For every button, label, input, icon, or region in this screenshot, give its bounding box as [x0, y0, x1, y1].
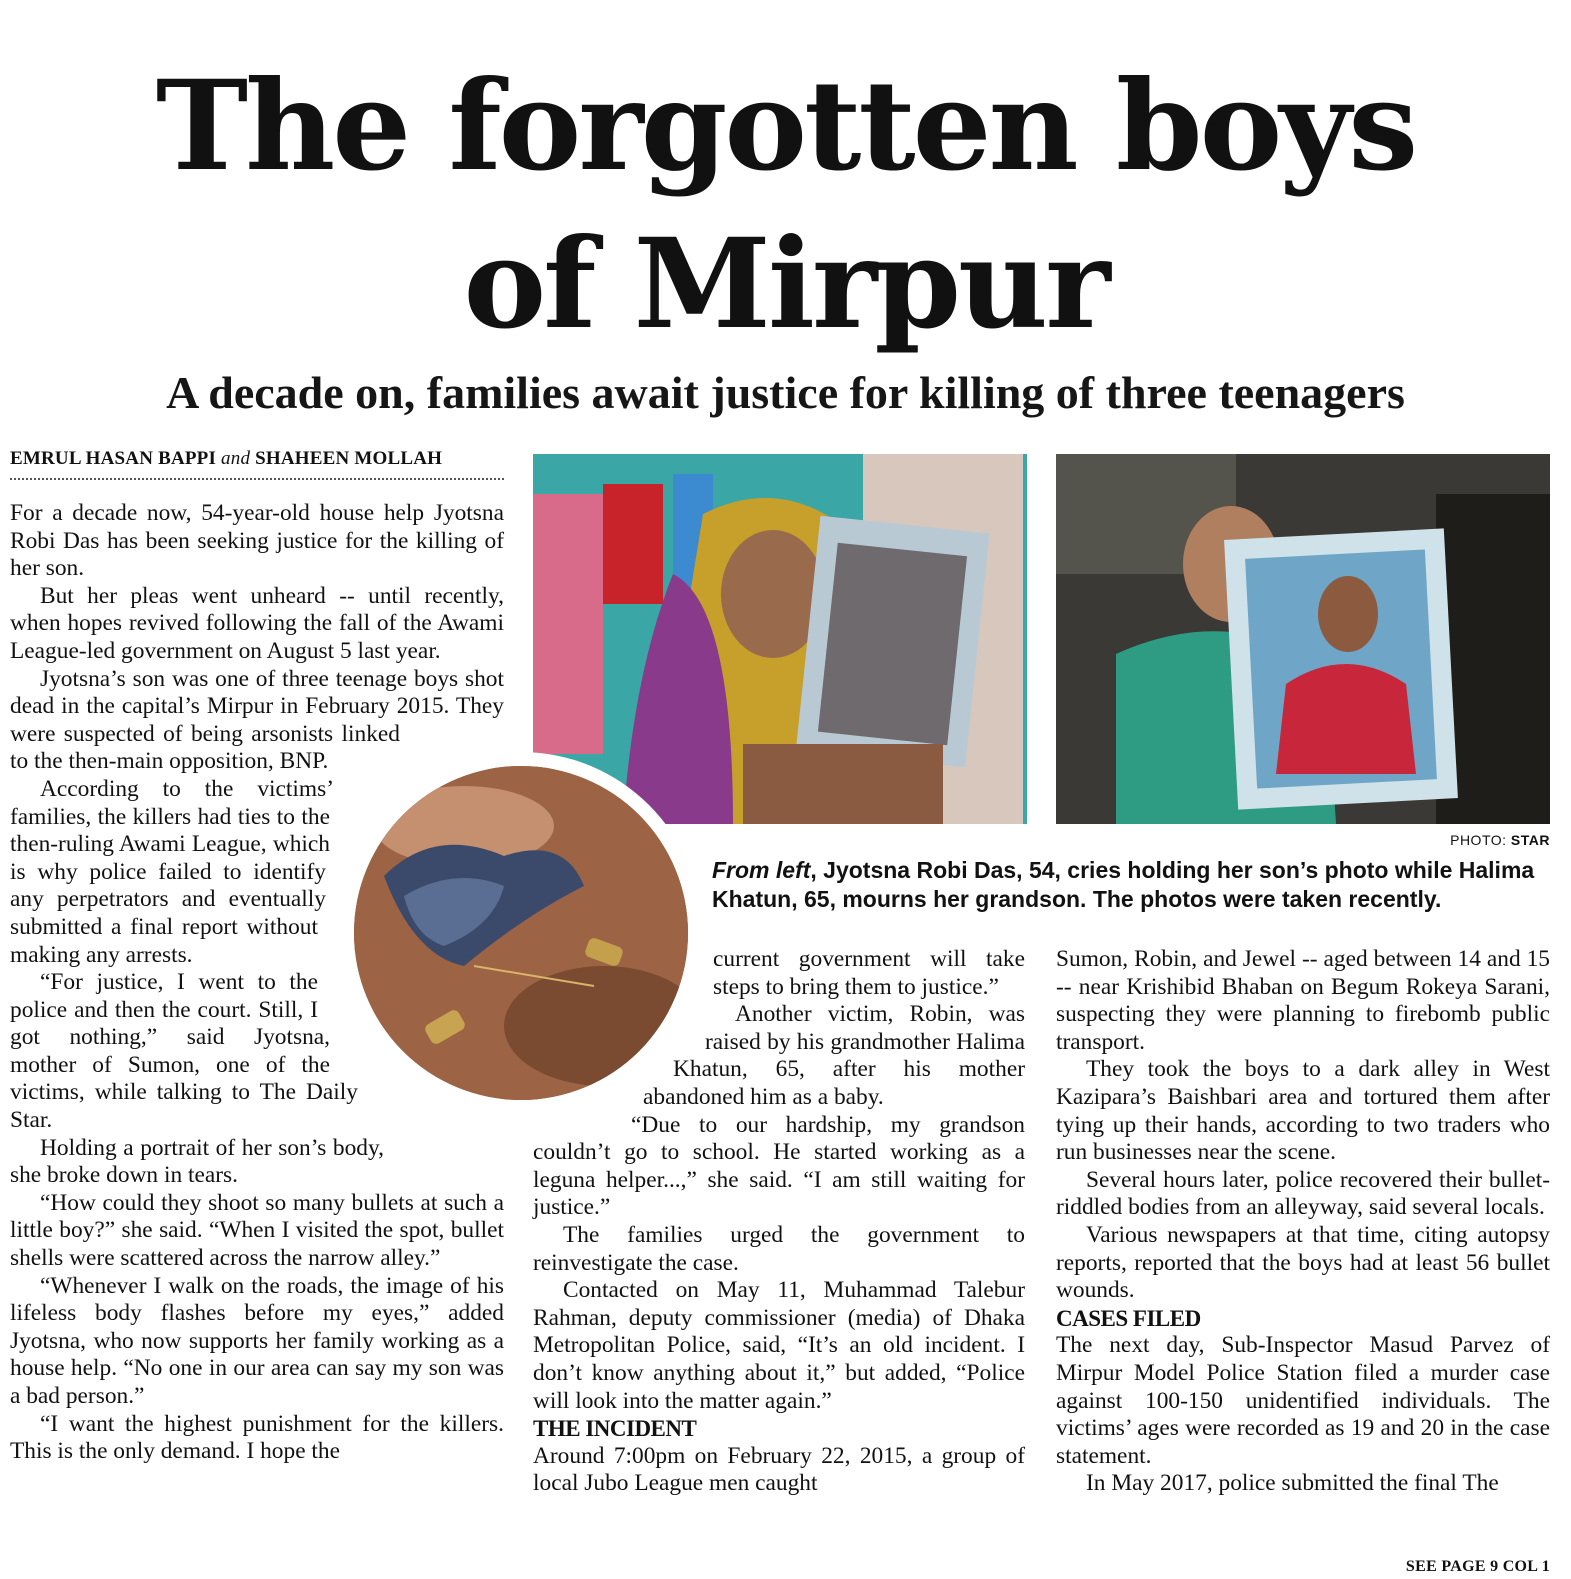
photo-caption-text: , Jyotsna Robi Das, 54, cries holding her son’s photo while Halima Khatun, 65, mourns her grandson. The photos were taken recently.	[712, 857, 1535, 912]
paragraph: For a decade now, 54-year-old house help Jyotsna Robi Das has been seeking justice for the killing of her son.	[10, 500, 504, 582]
byline-conjunction: and	[221, 448, 251, 469]
byline-author-1: EMRUL HASAN BAPPI	[10, 448, 217, 469]
paragraph: Various newspapers at that time, citing autopsy reports, reported that the boys had at least 56 bullet wounds.	[1056, 1221, 1550, 1304]
paragraph: “How could they shoot so many bullets at such a little boy?” she said. “When I visited the spot, bullet shells were scattered across the narrow alley.”	[10, 1189, 504, 1272]
paragraph: Holding a portrait of her son’s body, she broke down in tears.	[10, 1134, 384, 1189]
headline-line-1: The forgotten boys	[155, 54, 1416, 199]
photo-credit	[1300, 832, 1550, 848]
photo-credit-label: PHOTO:	[1450, 832, 1507, 848]
photo-caption-lead: From left	[712, 857, 811, 883]
photo-credit-source: STAR	[1510, 832, 1550, 848]
paragraph: “I want the highest punishment for the killers. This is the only demand. I hope the	[10, 1410, 504, 1465]
headline	[0, 48, 1571, 364]
paragraph: In May 2017, police submitted the final The	[1086, 1470, 1499, 1497]
paragraph: The families urged the government to reinvestigate the case.	[533, 1221, 1025, 1276]
photo-halima-illustration	[1056, 454, 1550, 824]
paragraph: But her pleas went unheard -- until recently, when hopes revived following the fall of the Awami League-led government on August 5 last year.	[10, 582, 504, 664]
photo-jyotsna-illustration	[533, 454, 1027, 824]
headline-line-2: of Mirpur	[463, 212, 1108, 357]
deck-subheadline: A decade on, families await justice for killing of three teenagers	[166, 367, 1405, 418]
byline-author-2: SHAHEEN MOLLAH	[255, 448, 443, 469]
paragraph: The next day, Sub-Inspector Masud Parvez of Mirpur Model Police Station filed a murder case against 100-150 unidentified individuals. The victims’ ages were recorded as 19 and 20 in the case statement.	[1056, 1332, 1550, 1469]
paragraph: Jyotsna’s son was one of three teenage boys shot dead in the capital’s Mirpur in February 2015. They were suspected of being arsonists linked to the then-main opposition, BNP.	[10, 665, 504, 775]
paragraph: “For justice, I went to the police and then the court. Still, I got nothing,” said Jyotsna, mother of Sumon, one of the victims, while talking to The Daily Star.	[10, 969, 358, 1134]
paragraph: Sumon, Robin, and Jewel -- aged between 14 and 15 -- near Krishibid Bhaban on Begum Rokeya Sarani, suspecting they were planning to firebomb public transport.	[1056, 946, 1550, 1055]
article-column-3	[1056, 946, 1550, 1498]
paragraph: They took the boys to a dark alley in West Kazipara’s Baishbari area and tortured them after tying up their hands, according to two traders who run businesses near the scene.	[1056, 1056, 1550, 1166]
paragraph: According to the victims’ families, the killers had ties to the then-ruling Awami League, which is why police failed to identify any perpetrators and eventually submitted a final report without making any arrests.	[10, 775, 334, 968]
paragraph: current government will take steps to bring them to justice.”	[713, 946, 1025, 1000]
paragraph: “Whenever I walk on the roads, the image of his lifeless body flashes before my eyes,” added Jyotsna, who now supports her family working as a house help. “No one in our area can say my son was a bad person.”	[10, 1272, 504, 1409]
continuation-jump: SEE PAGE 9 COL 1	[1405, 1558, 1550, 1575]
inset-photo-image	[354, 766, 688, 1100]
paragraph: Contacted on May 11, Muhammad Talebur Rahman, deputy commissioner (media) of Dhaka Metropolitan Police, said, “It’s an old incident. I don’t know anything about it,” but added, “Police will look into the matter again.”	[533, 1277, 1025, 1414]
byline	[10, 448, 504, 480]
paragraph: Several hours later, police recovered their bullet-riddled bodies from an alleyway, said several locals.	[1056, 1166, 1550, 1221]
paragraph: “Due to our hardship, my grandson couldn’t go to school. He started working as a leguna helper...,” she said. “I am still waiting for justice.”	[533, 1111, 1025, 1221]
photo-halima-khatun	[1056, 454, 1550, 824]
inset-photo-illustration	[354, 766, 688, 1100]
subhead-the-incident: THE INCIDENT	[533, 1416, 697, 1442]
inset-photo-bullet-shells	[340, 752, 702, 1114]
photo-caption	[712, 856, 1552, 914]
subhead-cases-filed: CASES FILED	[1056, 1305, 1201, 1331]
paragraph: Around 7:00pm on February 22, 2015, a group of local Jubo League men caught	[533, 1442, 1025, 1497]
photo-jyotsna-robi-das	[533, 454, 1027, 824]
paragraph: Another victim, Robin, was raised by his grandmother Halima Khatun, 65, after his mother abandoned him as a baby.	[643, 1001, 1025, 1110]
